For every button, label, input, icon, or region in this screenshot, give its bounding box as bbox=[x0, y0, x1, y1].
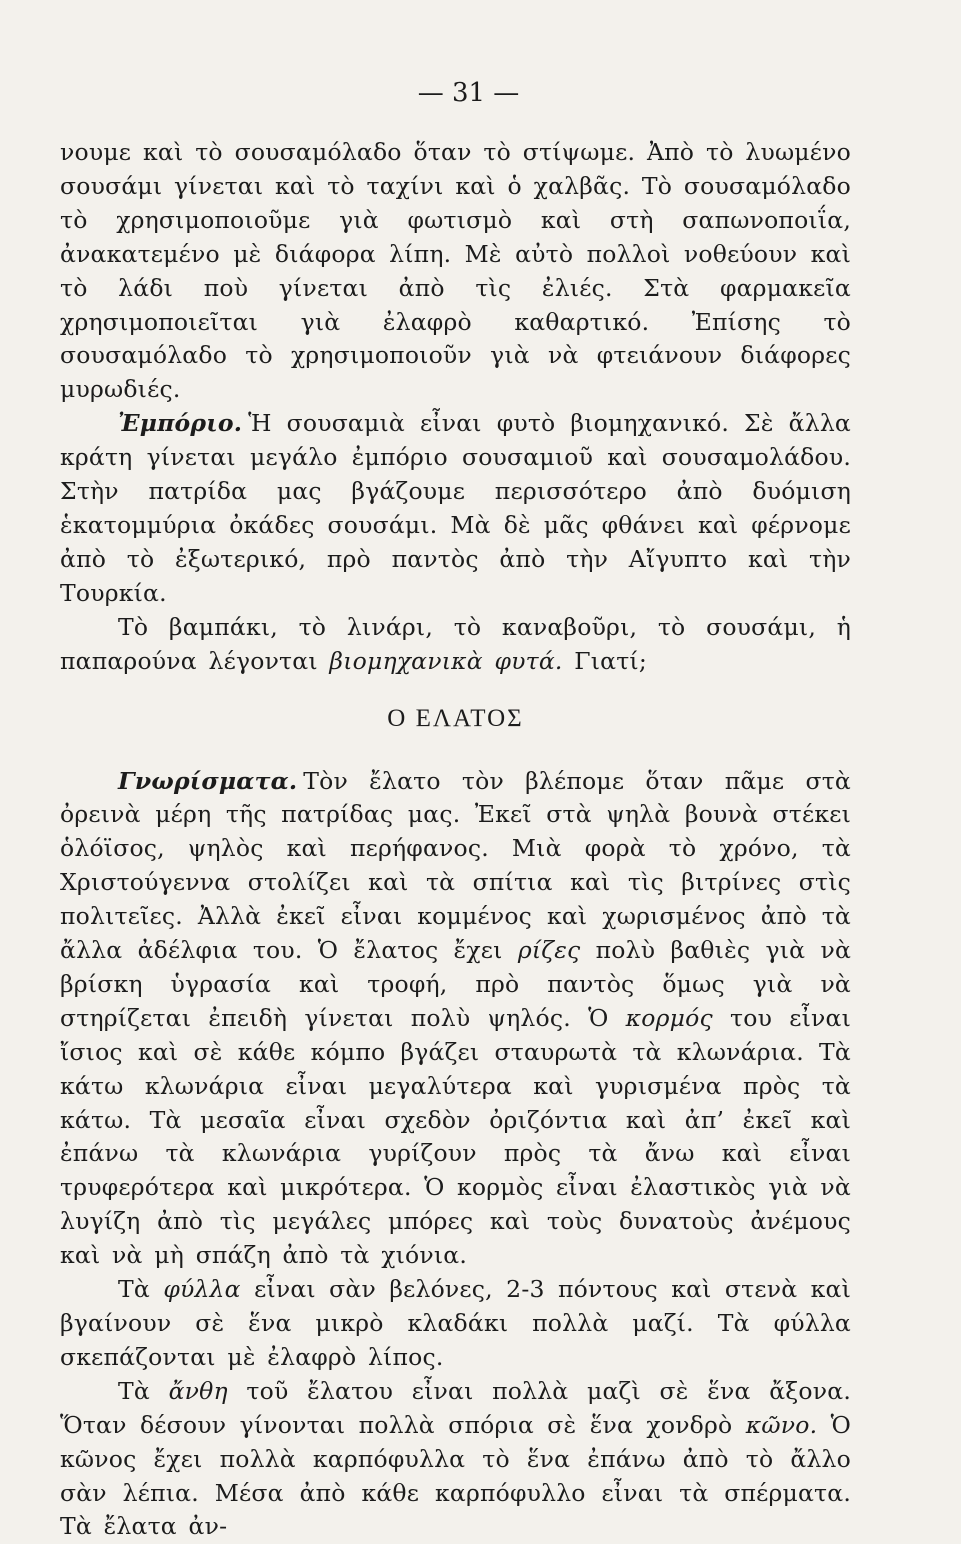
paragraph-flowers-text-a: Τὰ bbox=[118, 1376, 150, 1405]
paragraph-leaves bbox=[60, 1273, 851, 1375]
paragraph-characteristics bbox=[60, 765, 851, 1274]
term-cone: κῶνο. bbox=[745, 1410, 818, 1439]
term-flowers: ἄνθη bbox=[168, 1376, 228, 1405]
paragraph-trade bbox=[60, 407, 851, 610]
paragraph-industrial-question: Γιατί; bbox=[574, 646, 647, 675]
paragraph-trade-text: Ἡ σουσαμιὰ εἶναι φυτὸ βιομηχανικό. Σὲ ἄλλα κράτη γίνεται μεγάλο ἐμπόριο σουσαμιοῦ καὶ σουσαμολάδου. Στὴν πατρίδα μας βγάζουμε περισσότερο ἀπὸ δυόμιση ἑκατομμύρια ὀκάδες σουσάμι. Μὰ δὲ μᾶς φθάνει καὶ φέρνομε ἀπὸ τὸ ἐξωτερικό, πρὸ παντὸς ἀπὸ τὴν Αἴγυπτο καὶ τὴν Τουρκία. bbox=[60, 409, 851, 607]
paragraph-sesame-oil: νουμε καὶ τὸ σουσαμόλαδο ὅταν τὸ στίψωμε. Ἀπὸ τὸ λυωμένο σουσάμι γίνεται καὶ τὸ ταχίνι καὶ ὁ χαλβᾶς. Τὸ σουσαμόλαδο τὸ χρησιμοποιοῦμε γιὰ φωτισμὸ καὶ στὴ σαπωνοποιΐα, ἀνακατεμένο μὲ διάφορα λίπη. Μὲ αὐτὸ πολλοὶ νοθεύουν καὶ τὸ λάδι ποὺ γίνεται ἀπὸ τὶς ἐλιές. Στὰ φαρμακεῖα χρησιμοποιεῖται γιὰ ἐλαφρὸ καθαρτικό. Ἐπίσης τὸ σουσαμόλαδο τὸ χρησιμοποιοῦν γιὰ νὰ φτειάνουν διάφορες μυρωδιές. bbox=[60, 138, 851, 404]
paragraph-leaves-text-b: εἶναι σὰν βελόνες, 2-3 πόντους καὶ στενὰ καὶ βγαίνουν σὲ ἕνα μικρὸ κλαδάκι πολλὰ μαζί. Τὰ φύλλα σκεπάζονται μὲ ἐλαφρὸ λίπος. bbox=[60, 1275, 852, 1371]
section-heading-fir: Ο ΕΛΑΤΟΣ bbox=[387, 704, 524, 732]
paragraph-characteristics-text-c: του εἶναι ἴσιος καὶ σὲ κάθε κόμπο βγάζει σταυρωτὰ τὰ κλωνάρια. Τὰ κάτω κλωνάρια εἶναι μεγαλύτερα καὶ γυρισμένα πρὸς τὰ κάτω. Τὰ μεσαῖα εἶναι σχεδὸν ὀριζόντια καὶ ἀπ’ ἐκεῖ καὶ ἐπάνω τὰ κλωνάρια γυρίζουν πρὸς τὰ ἄνω καὶ εἶναι τρυφερότερα καὶ μικρότερα. Ὁ κορμὸς εἶναι ἐλαστικὸς γιὰ νὰ λυγίζη ἀπὸ τὶς μεγάλες μπόρες καὶ τοὺς δυνατοὺς ἀνέμους καὶ νὰ μὴ σπάζη ἀπὸ τὰ χιόνια. bbox=[60, 1003, 852, 1270]
term-roots: ρίζες bbox=[517, 936, 581, 965]
paragraph-flowers-text-c: Ὁ κῶνος ἔχει πολλὰ καρπόφυλλα τὸ ἕνα ἐπάνω ἀπὸ τὸ ἄλλο σὰν λέπια. Μέσα ἀπὸ κάθε καρπόφυλλο εἶναι τὰ σπέρματα. Τὰ ἔλατα ἀν- bbox=[60, 1410, 852, 1541]
paragraph-characteristics-text-a: Τὸν ἔλατο τὸν βλέπομε ὅταν πᾶμε στὰ ὀρεινὰ μέρη τῆς πατρίδας μας. Ἐκεῖ στὰ ψηλὰ βουνὰ στέκει ὁλόϊσος, ψηλὸς καὶ περήφανος. Μιὰ φορὰ τὸ χρόνο, τὰ Χριστούγεννα στολίζει καὶ τὰ σπίτια καὶ τὶς βιτρίνες στὶς πολιτεῖες. Ἀλλὰ ἐκεῖ εἶναι κομμένος καὶ χωρισμένος ἀπὸ τὰ ἄλλα ἀδέλφια του. Ὁ ἔλατος ἔχει bbox=[60, 766, 851, 965]
term-leaves: φύλλα bbox=[163, 1275, 241, 1304]
paragraph-industrial-text: Τὸ βαμπάκι, τὸ λινάρι, τὸ καναβοῦρι, τὸ σουσάμι, ἡ παπαρούνα λέγονται bbox=[60, 612, 851, 675]
page-number: — 31 — bbox=[417, 78, 520, 108]
paragraph-flowers-text-b: τοῦ ἔλατου εἶναι πολλὰ μαζὶ σὲ ἕνα ἄξονα. Ὅταν δέσουν γίνονται πολλὰ σπόρια σὲ ἕνα χονδρὸ bbox=[60, 1376, 852, 1439]
industrial-plants-term: βιομηχανικὰ φυτά. bbox=[329, 646, 563, 675]
section-lead-characteristics: Γνωρίσματα. bbox=[118, 766, 298, 795]
term-trunk: κορμός bbox=[625, 1003, 713, 1032]
paragraph-flowers bbox=[60, 1375, 851, 1544]
paragraph-characteristics-text-b: πολὺ βαθιὲς γιὰ νὰ βρίσκη ὑγρασία καὶ τροφή, πρὸ παντὸς ὅμως γιὰ νὰ στηρίζεται ἐπειδὴ γίνεται πολὺ ψηλός. Ὁ bbox=[60, 936, 852, 1032]
paragraph-industrial-plants bbox=[60, 611, 851, 679]
paragraph-leaves-text-a: Τὰ bbox=[118, 1275, 150, 1304]
section-lead-trade: Ἐμπόριο. bbox=[118, 409, 243, 438]
